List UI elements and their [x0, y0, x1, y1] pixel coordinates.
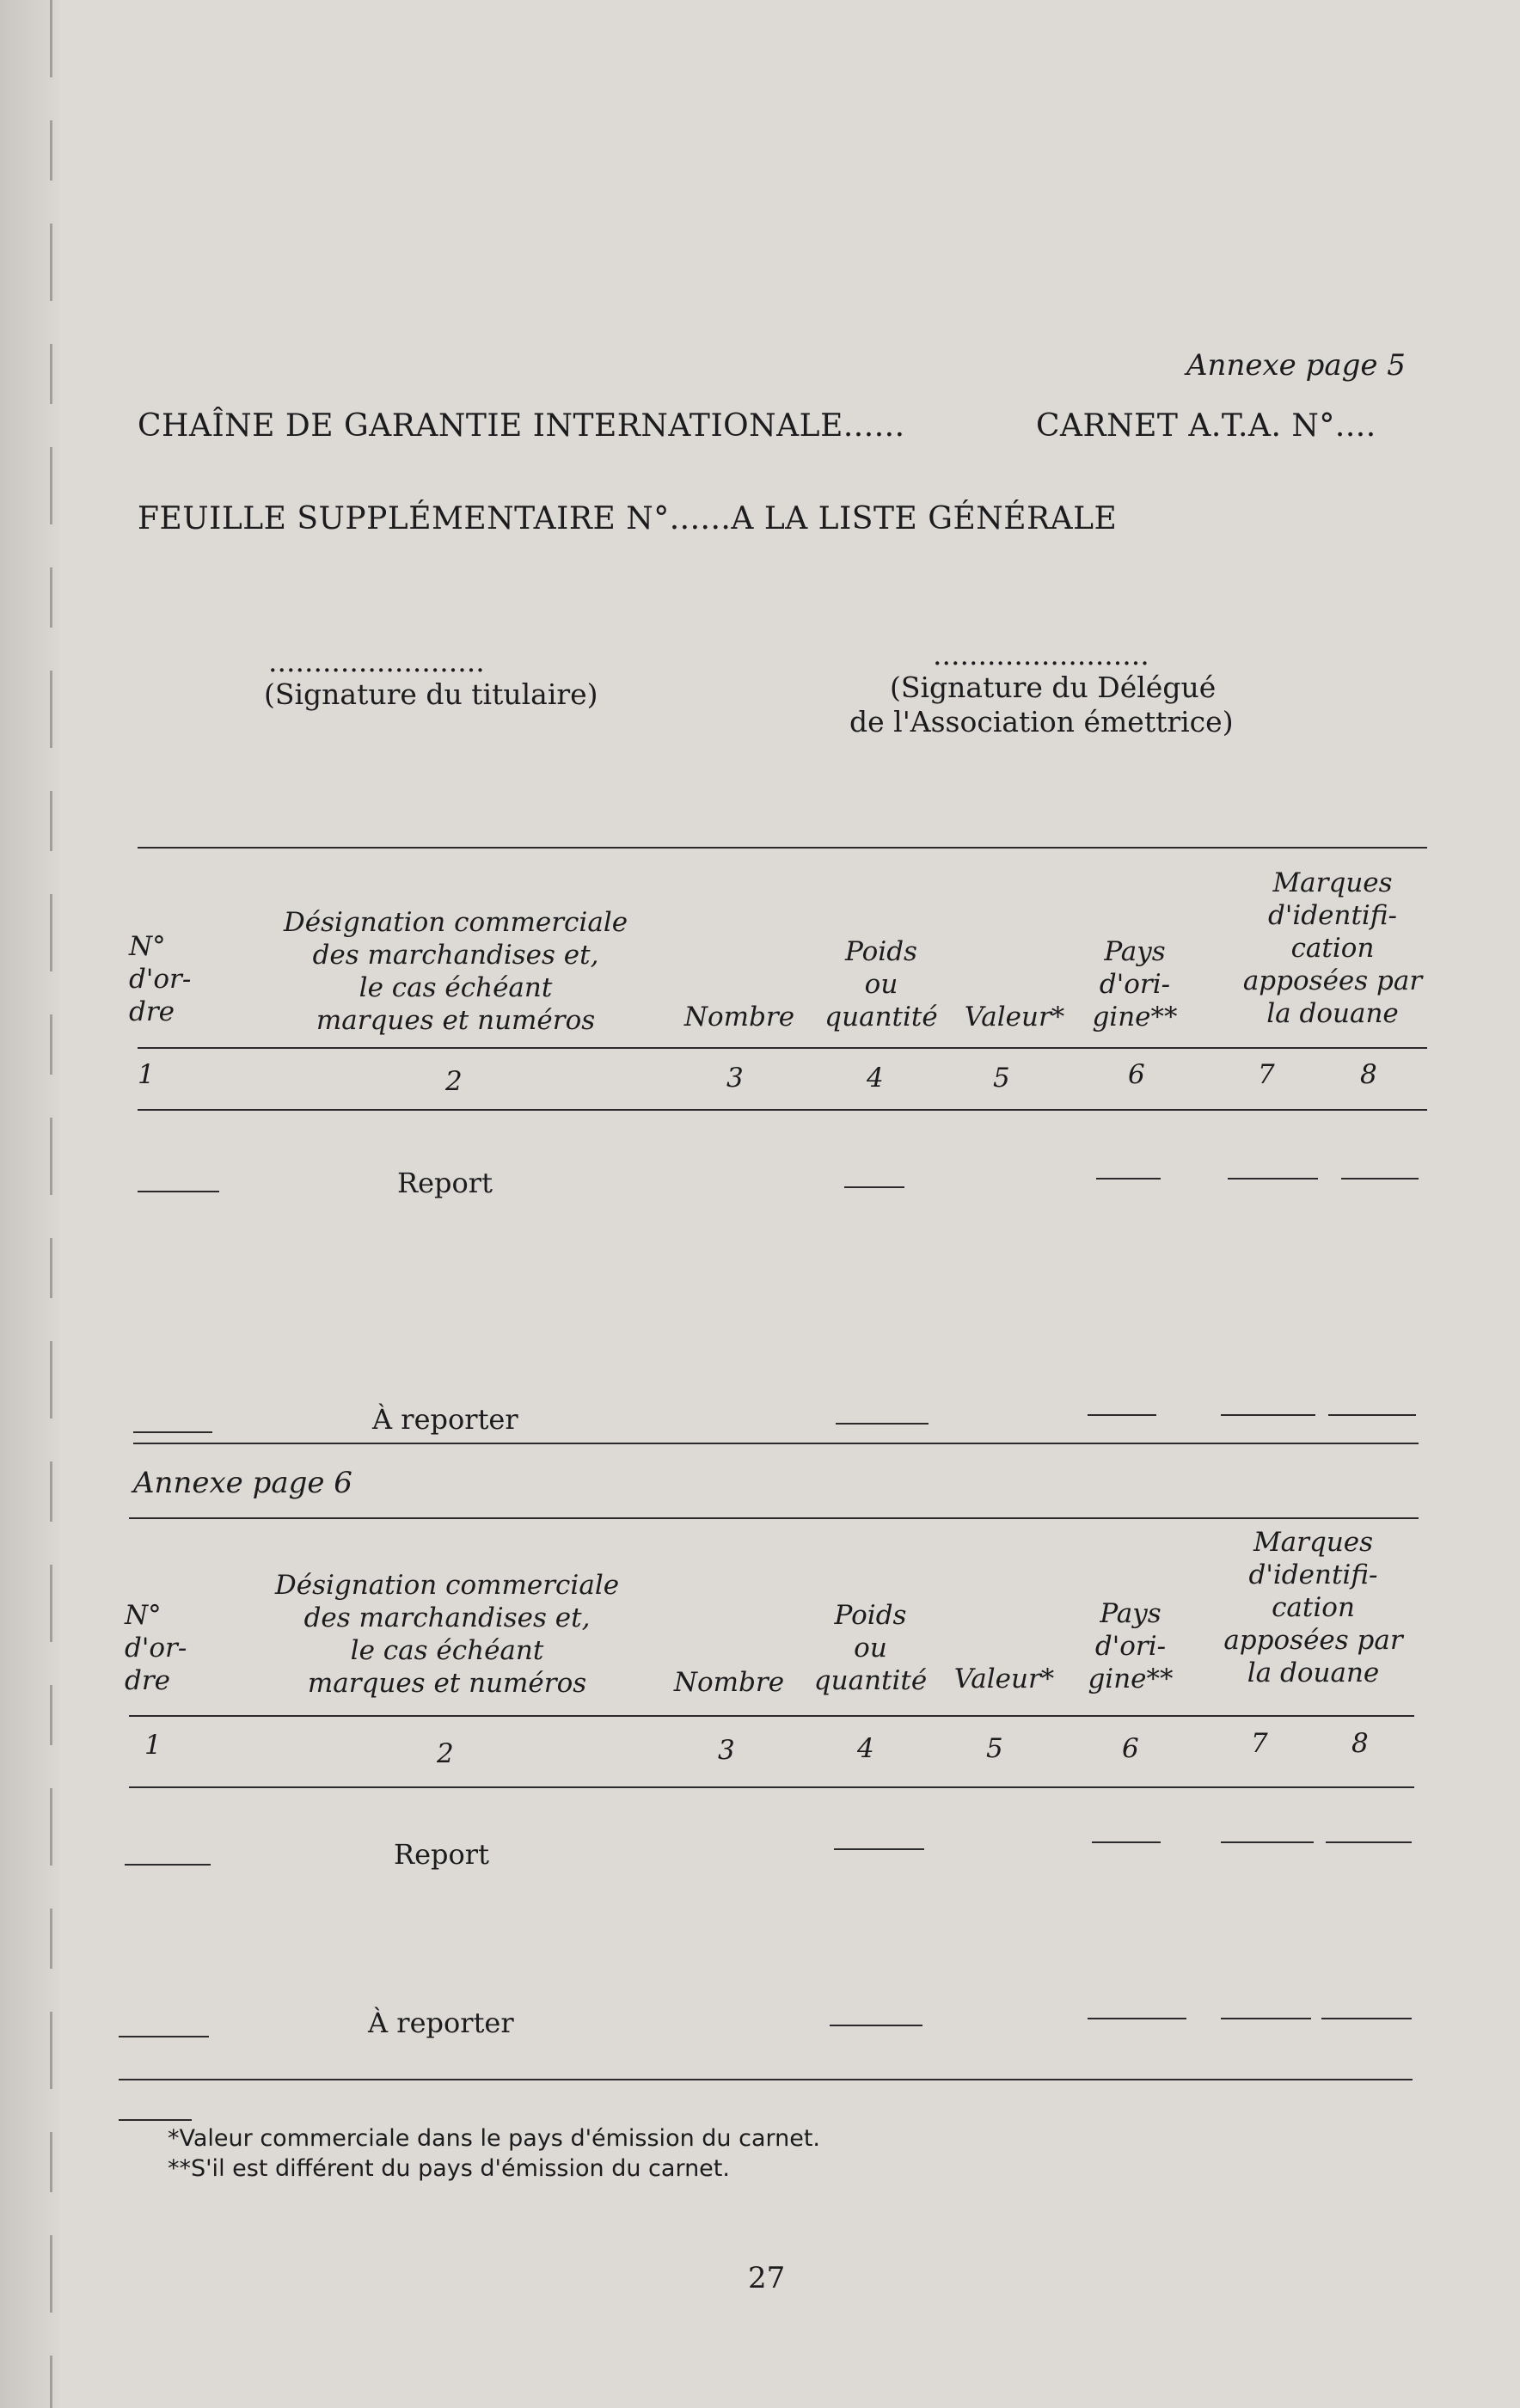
table1-col-number-2: 2 [445, 1066, 463, 1097]
table1-carry-label: À reporter [372, 1403, 518, 1436]
table2-col-number-7: 7 [1251, 1728, 1268, 1759]
annex-page-label-top: Annexe page 5 [1186, 348, 1406, 383]
table1-header-marques: Marques d'identifi- cation apposées par la douane [1242, 867, 1423, 1029]
footnote-origin: **S'il est différent du pays d'émission du carnet. [168, 2155, 730, 2182]
table1-bottom-rule [133, 1443, 1419, 1444]
signature-delegate-label-2: de l'Association émettrice) [849, 705, 1234, 738]
table1-carry-dash-marques [1221, 1414, 1315, 1416]
table2-carry-dash-poids [830, 2025, 922, 2026]
table1-report-dash-extra [1341, 1178, 1419, 1179]
title-chain: CHAÎNE DE GARANTIE INTERNATIONALE...... [138, 408, 905, 444]
table2-carry-dash-extra [1321, 2018, 1412, 2019]
table2-report-dash-extra [1326, 1841, 1412, 1843]
title-supplementary-sheet: FEUILLE SUPPLÉMENTAIRE N°......A LA LISTE GÉNÉRALE [138, 501, 1118, 536]
table1-carry-dash-no [133, 1431, 212, 1433]
table2-header-no: N° d'or- dre [125, 1600, 187, 1696]
table2-col-number-1: 1 [144, 1730, 162, 1761]
table1-header-nombre: Nombre [683, 1002, 795, 1032]
table2-header-pays: Pays d'ori- gine** [1088, 1598, 1174, 1694]
table1-report-dash-marques [1228, 1178, 1318, 1179]
table2-report-label: Report [394, 1838, 489, 1871]
table2-report-dash-no [125, 1864, 211, 1866]
table2-header-marques: Marques d'identifi- cation apposées par la douane [1223, 1527, 1403, 1688]
table2-carry-dash-no [119, 2036, 209, 2037]
signature-dots-holder: ........................ [268, 645, 485, 678]
table2-header-designation: Désignation commerciale des marchandises et, le cas échéant marques et numéros [274, 1570, 620, 1699]
table1-col-number-1: 1 [138, 1059, 155, 1090]
footnote-separator [119, 2119, 192, 2121]
table2-header-rule [129, 1715, 1414, 1717]
signature-dots-delegate: ........................ [933, 638, 1149, 671]
table2-carry-label: À reporter [368, 2007, 514, 2039]
table1-header-valeur: Valeur* [964, 1002, 1065, 1032]
annex-page-label-middle: Annexe page 6 [133, 1466, 352, 1500]
table1-report-label: Report [397, 1167, 493, 1199]
table2-carry-dash-marques [1221, 2018, 1311, 2019]
table1-carry-dash-poids [836, 1423, 929, 1425]
table1-carry-dash-pays [1088, 1414, 1156, 1416]
table1-header-no: N° d'or- dre [129, 931, 192, 1027]
table2-col-number-2: 2 [437, 1738, 454, 1769]
table1-col-number-5: 5 [993, 1063, 1010, 1094]
table1-report-dash-pays [1096, 1178, 1161, 1179]
table1-numbers-rule [138, 1109, 1427, 1111]
table2-report-dash-poids [834, 1848, 924, 1850]
table2-header-poids: Poids ou quantité [813, 1600, 928, 1696]
table2-top-rule [129, 1517, 1419, 1519]
table2-col-number-4: 4 [857, 1733, 874, 1764]
signature-holder-label: (Signature du titulaire) [264, 677, 598, 711]
table1-header-designation: Désignation commerciale des marchandises et, le cas échéant marques et numéros [283, 907, 628, 1036]
table2-report-dash-marques [1221, 1841, 1314, 1843]
table1-col-number-7: 7 [1258, 1059, 1275, 1090]
table1-col-number-3: 3 [726, 1063, 744, 1094]
table2-numbers-rule [129, 1786, 1414, 1788]
table2-col-number-8: 8 [1351, 1728, 1369, 1759]
table2-header-nombre: Nombre [673, 1667, 785, 1698]
table1-header-rule [138, 1047, 1427, 1049]
table1-col-number-8: 8 [1360, 1059, 1377, 1090]
table2-bottom-rule [119, 2079, 1413, 2080]
table1-col-number-6: 6 [1128, 1059, 1145, 1090]
footnote-value: *Valeur commerciale dans le pays d'émission du carnet. [168, 2125, 821, 2152]
table2-report-dash-pays [1092, 1841, 1161, 1843]
table1-col-number-4: 4 [867, 1063, 884, 1094]
table1-report-dash-no [138, 1191, 219, 1192]
table2-carry-dash-pays [1088, 2018, 1186, 2019]
table2-col-number-3: 3 [718, 1735, 735, 1766]
table1-header-poids: Poids ou quantité [824, 936, 938, 1032]
table1-report-dash-poids [844, 1186, 904, 1188]
page-number: 27 [748, 2261, 786, 2295]
table2-col-number-5: 5 [986, 1733, 1003, 1764]
table1-carry-dash-extra [1328, 1414, 1416, 1416]
table2-header-valeur: Valeur* [953, 1664, 1055, 1694]
signature-delegate-label-1: (Signature du Délégué [890, 671, 1217, 704]
title-carnet-number: CARNET A.T.A. N°.... [1036, 408, 1376, 444]
table2-col-number-6: 6 [1122, 1733, 1139, 1764]
table1-top-rule [138, 847, 1427, 849]
table1-header-pays: Pays d'ori- gine** [1092, 936, 1178, 1032]
binding-stitches [50, 0, 52, 2408]
